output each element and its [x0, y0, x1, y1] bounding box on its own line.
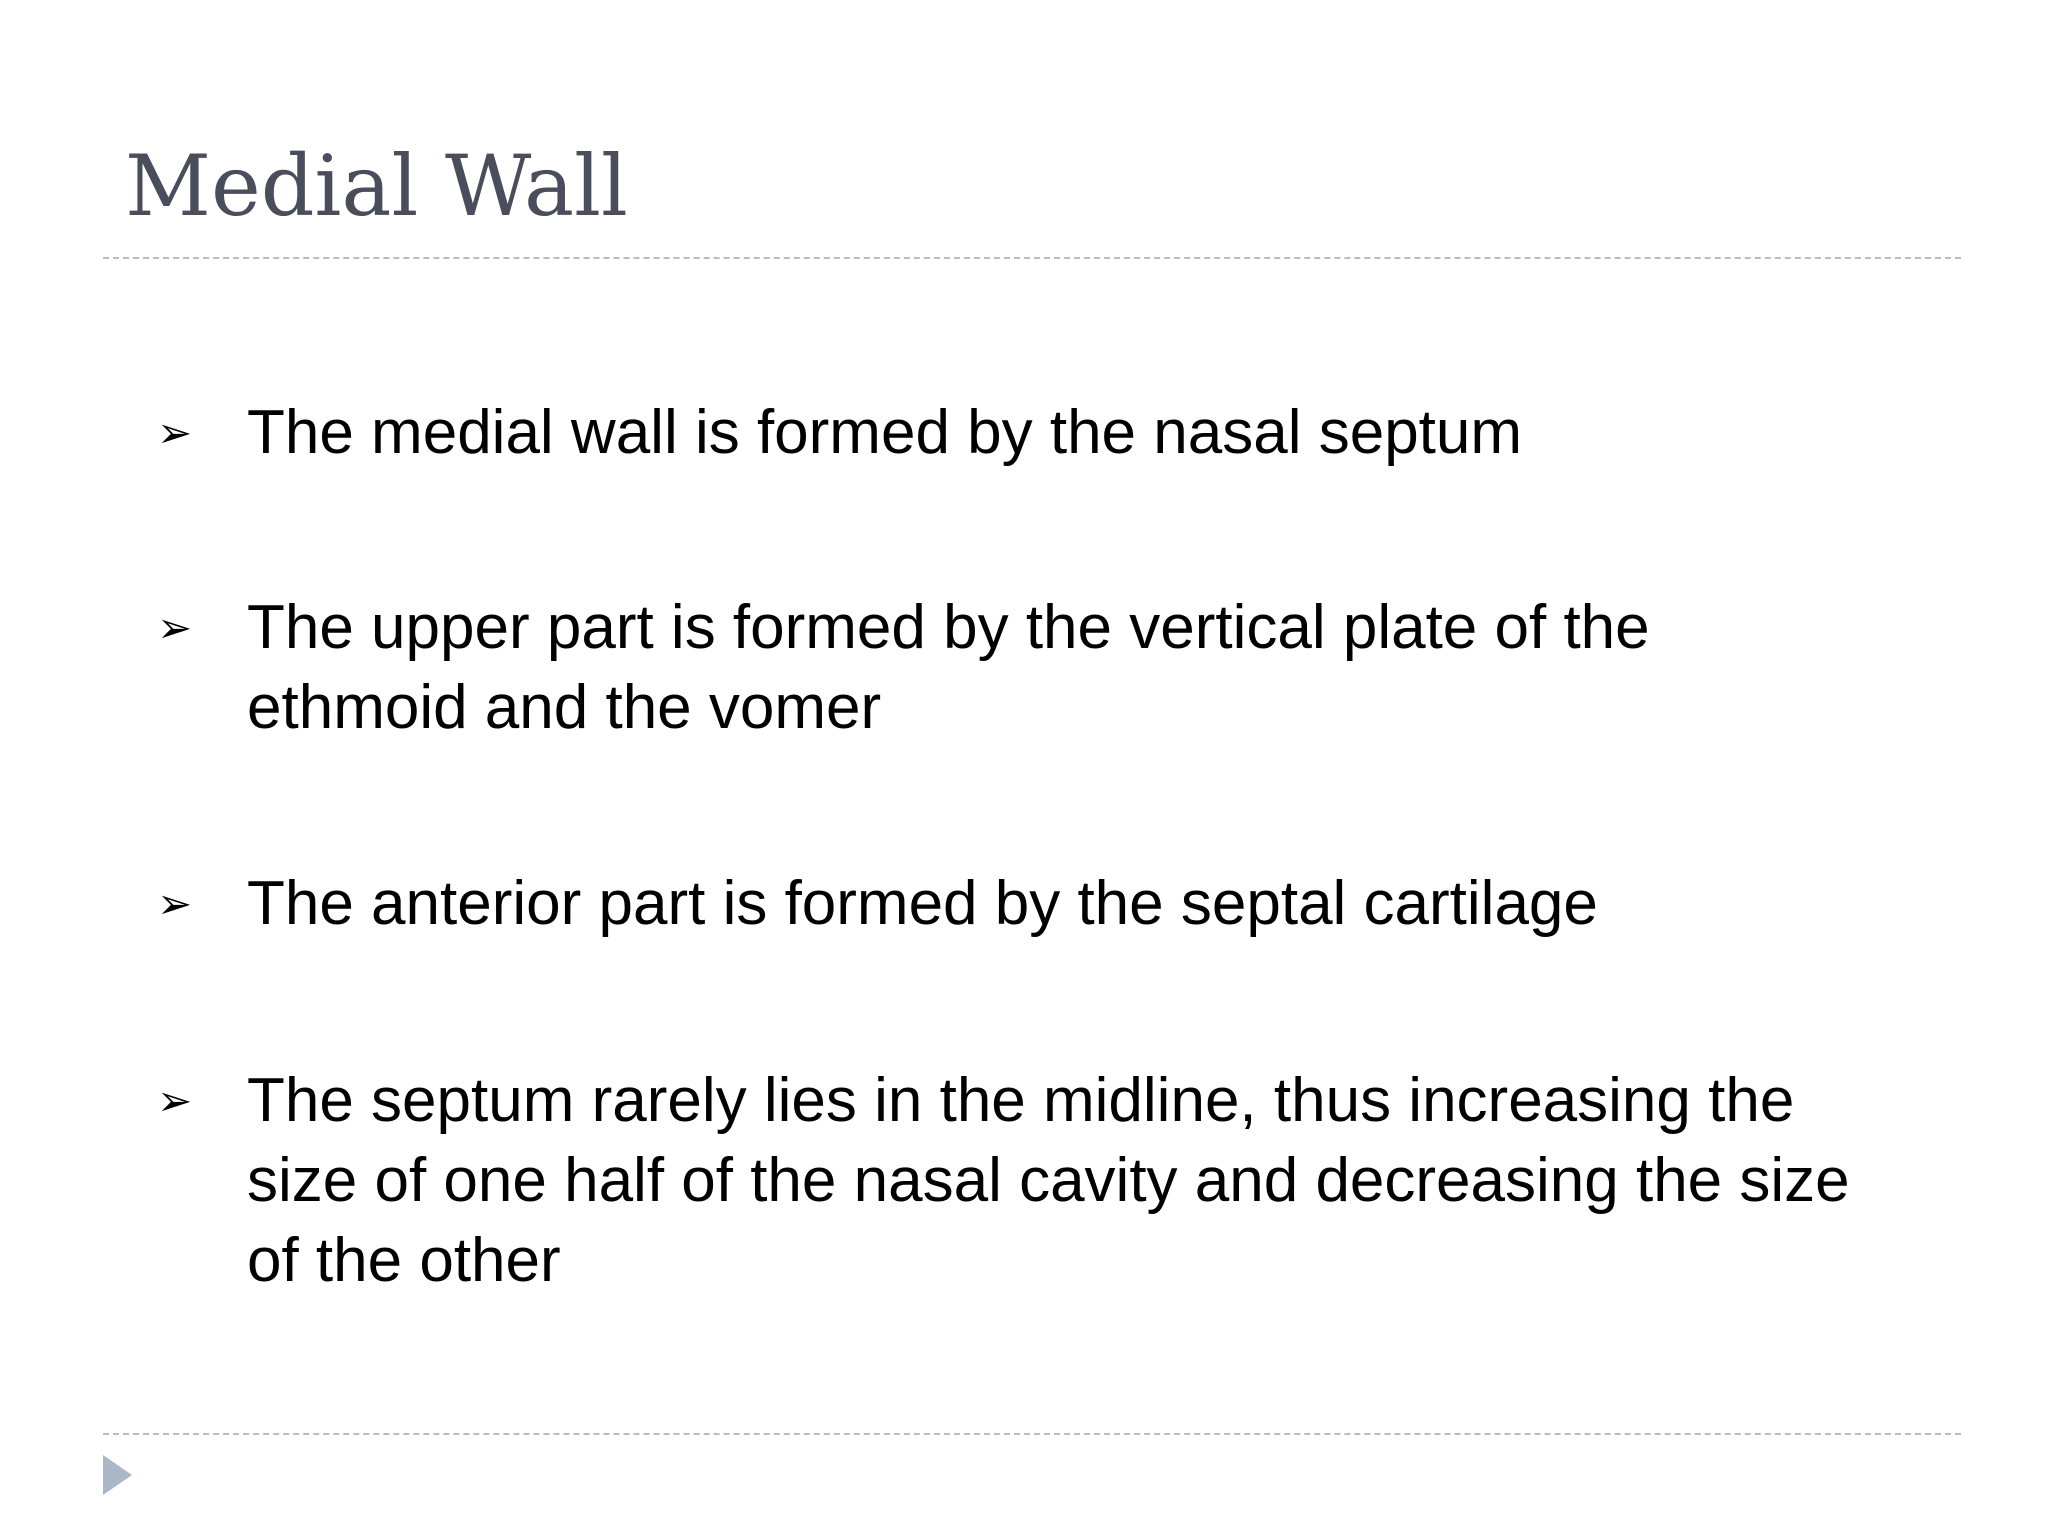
bullet-text: The medial wall is formed by the nasal septum	[247, 398, 1523, 467]
arrow-bullet-icon: ➢	[157, 879, 193, 928]
bullet-item	[157, 588, 1877, 748]
bullet-item	[157, 864, 1877, 944]
arrow-bullet-icon: ➢	[157, 603, 193, 652]
footer-divider	[103, 1433, 1961, 1435]
bullet-item	[157, 393, 1877, 473]
bullet-text: The septum rarely lies in the midline, thus increasing the size of one half of the nasal cavity and decreasing the size of the other	[247, 1066, 1850, 1295]
arrow-bullet-icon: ➢	[157, 1076, 193, 1125]
arrow-bullet-icon: ➢	[157, 408, 193, 457]
title-divider	[103, 257, 1961, 259]
bullet-text: The upper part is formed by the vertical plate of the ethmoid and the vomer	[247, 593, 1650, 742]
bullet-text: The anterior part is formed by the septal cartilage	[247, 869, 1598, 938]
triangle-right-icon[interactable]	[103, 1455, 132, 1495]
bullet-item	[157, 1061, 1877, 1301]
slide-title: Medial Wall	[125, 137, 628, 235]
